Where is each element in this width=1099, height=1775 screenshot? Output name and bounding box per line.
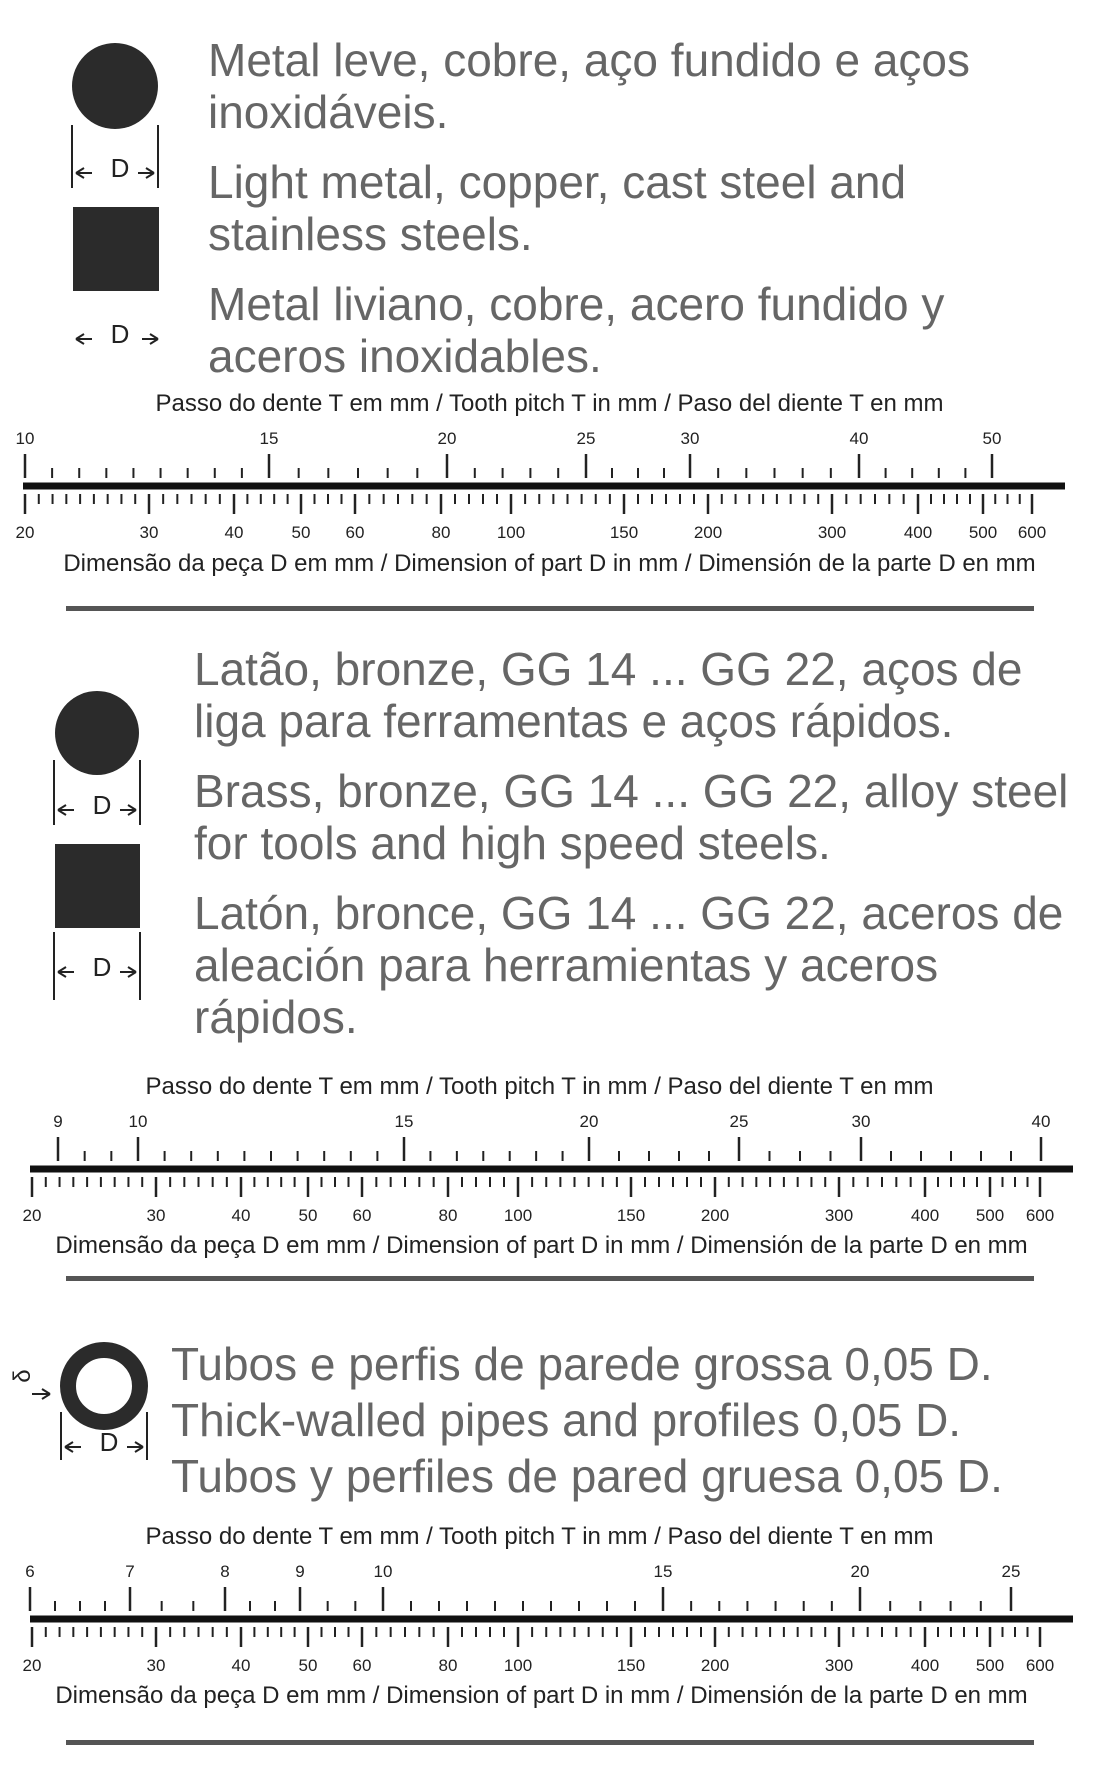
pitch-tick-label: 15 bbox=[394, 1112, 414, 1131]
section-divider bbox=[66, 1740, 1034, 1745]
diameter-tick-label: 600 bbox=[1025, 1656, 1055, 1675]
diameter-tick-label: 300 bbox=[817, 523, 847, 542]
diameter-tick-label: 50 bbox=[298, 1206, 318, 1225]
section-solid-brass-alloys bbox=[0, 620, 1099, 1290]
wall-thickness-label: δ bbox=[9, 1369, 36, 1383]
diameter-tick-label: 20 bbox=[22, 1656, 42, 1675]
arrow-left-icon bbox=[65, 1442, 81, 1452]
diameter-tick-label: 100 bbox=[496, 523, 526, 542]
material-text-pt: Metal leve, cobre, aço fundido e aços inoxidáveis. bbox=[208, 34, 971, 138]
tooth-pitch-title: Passo do dente T em mm / Tooth pitch T in mm / Paso del diente T en mm bbox=[145, 1073, 934, 1100]
diameter-tick-label: 80 bbox=[431, 523, 451, 542]
diameter-tick-label: 80 bbox=[438, 1206, 458, 1225]
diameter-tick-label: 300 bbox=[824, 1656, 854, 1675]
dimension-label: D bbox=[99, 1427, 119, 1457]
pitch-tick-label: 8 bbox=[220, 1562, 230, 1581]
section-3-icons bbox=[0, 1290, 180, 1460]
diameter-tick-label: 400 bbox=[903, 523, 933, 542]
diameter-tick-label: 200 bbox=[700, 1656, 730, 1675]
conversion-scale bbox=[0, 1103, 1099, 1233]
diameter-tick-label: 60 bbox=[345, 523, 365, 542]
diameter-tick-label: 150 bbox=[616, 1206, 646, 1225]
material-text-es: Tubos y perfiles de pared gruesa 0,05 D. bbox=[171, 1450, 1003, 1502]
diameter-tick-label: 30 bbox=[139, 523, 159, 542]
pitch-tick-label: 9 bbox=[53, 1112, 63, 1131]
diameter-tick-label: 40 bbox=[231, 1206, 251, 1225]
diameter-tick-label: 400 bbox=[910, 1206, 940, 1225]
pitch-tick-label: 30 bbox=[851, 1112, 871, 1131]
pitch-tick-label: 7 bbox=[125, 1562, 135, 1581]
round-bar-icon bbox=[55, 691, 139, 775]
square-bar-icon bbox=[55, 844, 140, 928]
conversion-scale bbox=[0, 1553, 1099, 1683]
diameter-tick-label: 50 bbox=[291, 523, 311, 542]
section-divider bbox=[66, 1276, 1034, 1281]
part-dimension-caption: Dimensão da peça D em mm / Dimension of part D in mm / Dimensión de la parte D en mm bbox=[55, 1232, 1028, 1259]
diameter-tick-label: 300 bbox=[824, 1206, 854, 1225]
material-text-pt: Tubos e perfis de parede grossa 0,05 D. bbox=[171, 1338, 993, 1390]
diameter-tick-label: 200 bbox=[700, 1206, 730, 1225]
arrow-right-icon bbox=[32, 1389, 50, 1399]
diameter-tick-label: 400 bbox=[910, 1656, 940, 1675]
arrow-left-icon bbox=[58, 967, 74, 977]
pitch-tick-label: 10 bbox=[128, 1112, 148, 1131]
pitch-tick-label: 10 bbox=[15, 429, 35, 448]
part-dimension-caption: Dimensão da peça D em mm / Dimension of part D in mm / Dimensión de la parte D en mm bbox=[63, 550, 1036, 577]
diameter-tick-label: 100 bbox=[503, 1206, 533, 1225]
dimension-label: D bbox=[110, 319, 130, 349]
diameter-tick-label: 150 bbox=[609, 523, 639, 542]
pitch-tick-label: 40 bbox=[849, 429, 869, 448]
pitch-tick-label: 20 bbox=[850, 1562, 870, 1581]
tooth-pitch-title: Passo do dente T em mm / Tooth pitch T in mm / Paso del diente T en mm bbox=[145, 1523, 934, 1550]
diameter-tick-label: 30 bbox=[146, 1206, 166, 1225]
section-divider bbox=[66, 606, 1034, 611]
diameter-tick-label: 60 bbox=[352, 1206, 372, 1225]
dimension-label: D bbox=[92, 952, 112, 982]
material-text-pt: Latão, bronze, GG 14 ... GG 22, aços de liga para ferramentas e aços rápidos. bbox=[194, 643, 1023, 747]
pitch-tick-label: 25 bbox=[729, 1112, 749, 1131]
diameter-tick-label: 30 bbox=[146, 1656, 166, 1675]
tooth-pitch-title: Passo do dente T em mm / Tooth pitch T in mm / Paso del diente T en mm bbox=[155, 390, 944, 417]
material-description bbox=[171, 1336, 1091, 1504]
diameter-tick-label: 150 bbox=[616, 1656, 646, 1675]
diameter-tick-label: 100 bbox=[503, 1656, 533, 1675]
pitch-tick-label: 20 bbox=[579, 1112, 599, 1131]
arrow-right-icon bbox=[120, 805, 136, 815]
diameter-tick-label: 20 bbox=[22, 1206, 42, 1225]
diameter-tick-label: 200 bbox=[693, 523, 723, 542]
dimension-label: D bbox=[92, 790, 112, 820]
tube-icon bbox=[68, 1350, 140, 1422]
diameter-tick-label: 50 bbox=[298, 1656, 318, 1675]
arrow-right-icon bbox=[138, 168, 154, 178]
pitch-tick-label: 6 bbox=[25, 1562, 35, 1581]
diameter-tick-label: 600 bbox=[1017, 523, 1047, 542]
diameter-tick-label: 500 bbox=[968, 523, 998, 542]
material-text-en: Light metal, copper, cast steel and stainless steels. bbox=[208, 156, 907, 260]
pitch-tick-label: 30 bbox=[680, 429, 700, 448]
material-text-en: Brass, bronze, GG 14 ... GG 22, alloy steel for tools and high speed steels. bbox=[194, 765, 1069, 869]
diameter-tick-label: 500 bbox=[975, 1206, 1005, 1225]
material-text-es: Metal liviano, cobre, acero fundido y aceros inoxidables. bbox=[208, 278, 945, 382]
square-bar-icon bbox=[73, 207, 159, 291]
material-description bbox=[194, 643, 1074, 1061]
section-solid-light-metals bbox=[0, 0, 1099, 620]
diameter-tick-label: 40 bbox=[224, 523, 244, 542]
pitch-tick-label: 50 bbox=[982, 429, 1002, 448]
section-thick-walled-tubes bbox=[0, 1290, 1099, 1775]
pitch-tick-label: 20 bbox=[437, 429, 457, 448]
diameter-tick-label: 500 bbox=[975, 1656, 1005, 1675]
pitch-tick-label: 40 bbox=[1031, 1112, 1051, 1131]
round-bar-icon bbox=[72, 43, 158, 129]
pitch-tick-label: 25 bbox=[1001, 1562, 1021, 1581]
material-text-es: Latón, bronce, GG 14 ... GG 22, aceros de aleación para herramientas y aceros rápidos. bbox=[194, 887, 1064, 1043]
pitch-tick-label: 15 bbox=[653, 1562, 673, 1581]
conversion-scale bbox=[0, 420, 1099, 550]
material-description bbox=[208, 34, 1068, 400]
arrow-right-icon bbox=[142, 334, 158, 344]
diameter-tick-label: 80 bbox=[438, 1656, 458, 1675]
diameter-tick-label: 60 bbox=[352, 1656, 372, 1675]
section-1-icons bbox=[0, 0, 180, 360]
pitch-tick-label: 9 bbox=[295, 1562, 305, 1581]
section-2-icons bbox=[0, 620, 180, 1020]
arrow-left-icon bbox=[76, 334, 92, 344]
pitch-tick-label: 10 bbox=[373, 1562, 393, 1581]
arrow-left-icon bbox=[58, 805, 74, 815]
arrow-left-icon bbox=[76, 168, 92, 178]
pitch-tick-label: 15 bbox=[259, 429, 279, 448]
pitch-tick-label: 25 bbox=[576, 429, 596, 448]
diameter-tick-label: 40 bbox=[231, 1656, 251, 1675]
material-text-en: Thick-walled pipes and profiles 0,05 D. bbox=[171, 1394, 962, 1446]
part-dimension-caption: Dimensão da peça D em mm / Dimension of part D in mm / Dimensión de la parte D en mm bbox=[55, 1682, 1028, 1709]
arrow-right-icon bbox=[127, 1442, 143, 1452]
diameter-tick-label: 20 bbox=[15, 523, 35, 542]
diameter-tick-label: 600 bbox=[1025, 1206, 1055, 1225]
arrow-right-icon bbox=[120, 967, 136, 977]
dimension-label: D bbox=[110, 153, 130, 183]
